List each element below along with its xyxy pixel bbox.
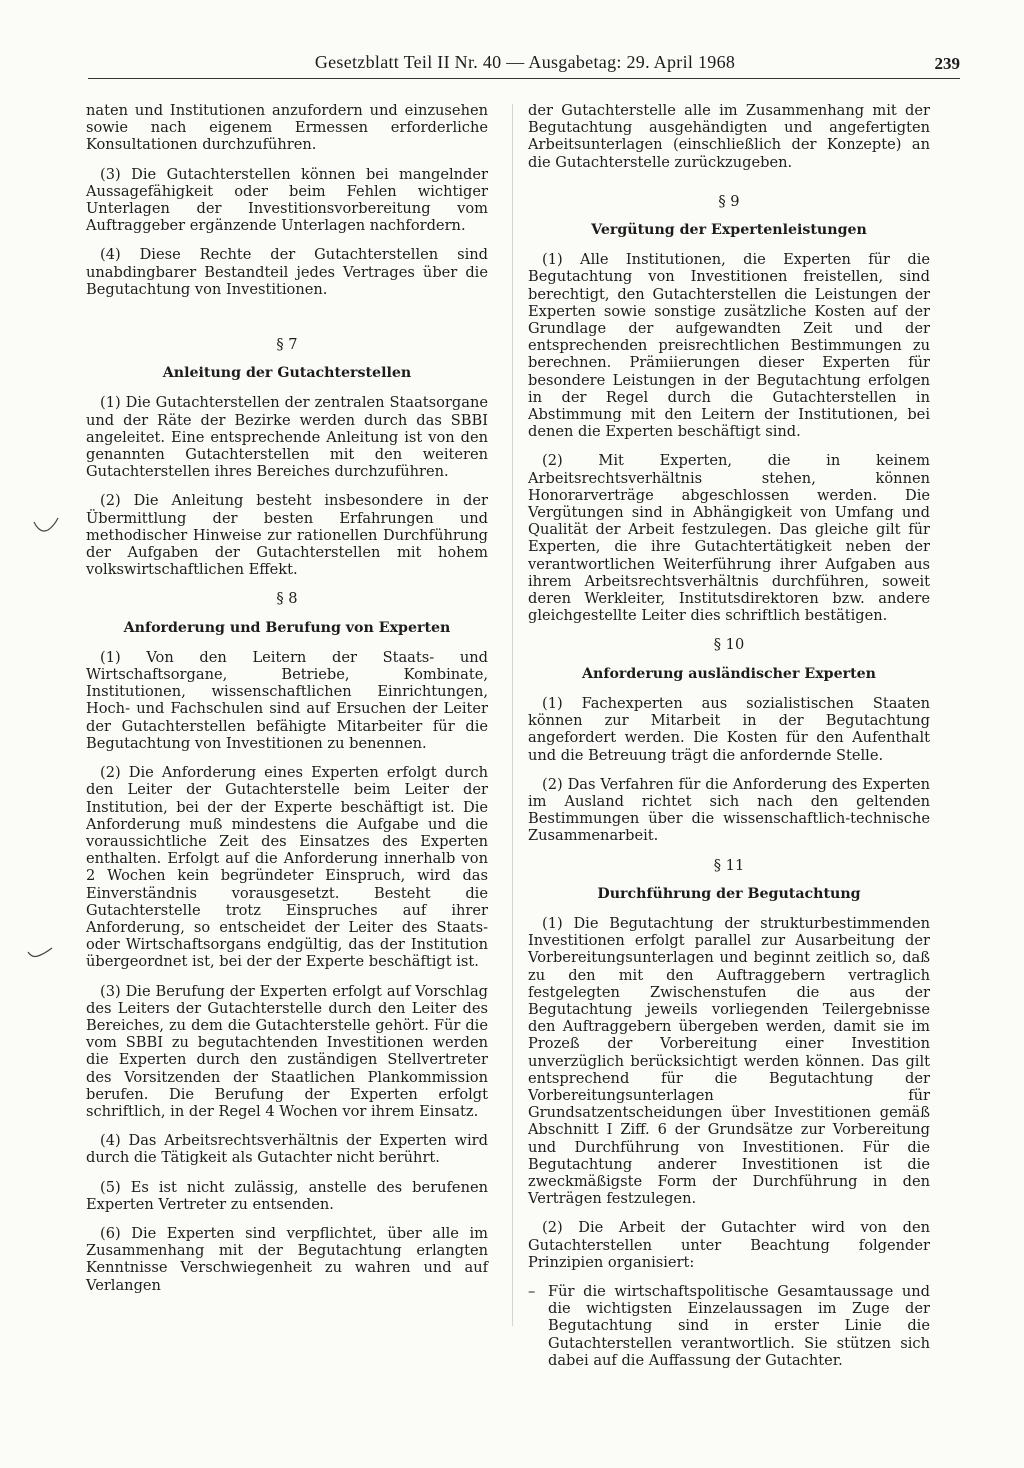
column-divider xyxy=(512,104,513,1326)
page-number: 239 xyxy=(934,54,960,73)
paragraph: (5) Es ist nicht zulässig, anstelle des berufenen Experten Vertreter zu entsenden. xyxy=(86,1178,488,1213)
paragraph: (1) Die Gutachterstellen der zentralen Staatsorgane und der Räte der Bezirke werden durch das SBBI angeleitet. Eine entsprechende Anleitung ist von den genannten Gutachterstellen mit den weiteren Gutachterstellen ihres Bereiches durchzuführen. xyxy=(86,394,488,481)
paragraph: (2) Die Anforderung eines Experten erfolgt durch den Leiter der Gutachterstelle beim Leiter der Institution, bei der der Experte beschäftigt ist. Die Anforderung muß mindestens die Aufgabe und die voraussichtliche Zeit des Einsatzes des Experten enthalten. Erfolgt auf die Anforderung innerhalb von 2 Wochen kein begründeter Einspruch, wird das Einverständnis vorausgesetzt. Besteht die Gutachterstelle trotz Einspruches auf ihrer Anforderung, so entscheidet der Leiter des Staats- oder Wirtschaftsorgans endgültig, das der Institution übergeordnet ist, bei der der Experte beschäftigt ist. xyxy=(86,764,488,971)
section-title: Durchführung der Begutachtung xyxy=(597,885,861,902)
margin-check-mark-icon xyxy=(32,516,60,536)
right-column xyxy=(528,102,930,1369)
list-item-text: Für die wirtschaftspolitische Gesamtaussage und die wichtigsten Einzelaussagen im Zuge der Begutachtung sind in erster Linie die Gutachterstellen verantwortlich. Sie stützen sich dabei auf die Auffassung der Gutachter. xyxy=(548,1282,930,1369)
list-item xyxy=(528,1283,930,1369)
page-header xyxy=(90,52,960,78)
paragraph: (1) Alle Institutionen, die Experten für die Begutachtung von Investitionen freistellen, sind berechtigt, den Gutachterstellen die Leistungen der Experten sowie sonstige zusätzliche Kosten auf der Grundlage der aufgewandten Zeit und der entsprechenden preisrechtlichen Bestimmungen zu berechnen. Prämiierungen dieser Experten für besondere Leistungen in der Begutachtung erfolgen in der Regel durch die Gutachterstellen in Abstimmung mit den Leitern der Institutionen, bei denen die Experten beschäftigt sind. xyxy=(528,251,930,441)
paragraph: (4) Diese Rechte der Gutachterstellen sind unabdingbarer Bestandteil jedes Vertrages über die Begutachtung von Investitionen. xyxy=(86,246,488,298)
section-number: § 7 xyxy=(276,336,298,354)
paragraph: (2) Die Arbeit der Gutachter wird von den Gutachterstellen unter Beachtung folgender Prinzipien organisiert: xyxy=(528,1219,930,1271)
section-title: Anforderung und Berufung von Experten xyxy=(123,619,451,636)
paragraph: (1) Fachexperten aus sozialistischen Staaten können zur Mitarbeit in der Begutachtung angefordert werden. Die Kosten für den Aufenthalt und die Betreuung trägt die anfordernde Stelle. xyxy=(528,694,930,764)
paragraph: (1) Von den Leitern der Staats- und Wirtschaftsorgane, Betriebe, Kombinate, Institutionen, wissenschaftlichen Einrichtungen, Hoch- und Fachschulen sind auf Ersuchen der Leiter der Gutachterstellen befähigte Mitarbeiter für die Begutachtung von Investitionen zu benennen. xyxy=(86,648,488,752)
header-title: Gesetzblatt Teil II Nr. 40 — Ausgabetag: 29. April 1968 xyxy=(314,52,736,72)
section-number: § 9 xyxy=(718,192,740,210)
paragraph: (1) Die Begutachtung der strukturbestimmenden Investitionen erfolgt parallel zur Ausarbeitung der Vorbereitungsunterlagen und beginnt zeitlich so, daß zu den mit den Auftraggebern vertraglich festgelegten Zwischenstufen die aus der Begutachtung jeweils vorliegenden Teilergebnisse den Auftraggebern übergeben werden, damit sie im Prozeß der Vorbereitung einer Investition unverzüglich berücksichtigt werden können. Das gilt entsprechend für die Begutachtung der Vorbereitungsunterlagen für Grundsatzentscheidungen über Investitionen gemäß Abschnitt I Ziff. 6 der Grundsätze zur Vorbereitung und Durchführung von Investitionen. Für die Begutachtung anderer Investitionen ist die zweckmäßigste Form der Durchführung in den Verträgen festzulegen. xyxy=(528,914,930,1208)
section-title: Anforderung ausländischer Experten xyxy=(582,665,876,682)
paragraph: (2) Das Verfahren für die Anforderung des Experten im Ausland richtet sich nach den geltenden Bestimmungen über die wissenschaftlich-technische Zusammenarbeit. xyxy=(528,775,930,845)
paragraph: der Gutachterstelle alle im Zusammenhang mit der Begutachtung ausgehändigten und angefertigten Arbeitsunterlagen (einschließlich der Konzepte) an die Gutachterstelle zurückzugeben. xyxy=(528,102,930,171)
section-title: Anleitung der Gutachterstellen xyxy=(162,365,412,382)
section-number: § 11 xyxy=(713,856,745,874)
paragraph: (2) Mit Experten, die in keinem Arbeitsrechtsverhältnis stehen, können Honorarverträge abgeschlossen werden. Die Vergütungen sind in Abhängigkeit von Umfang und Qualität der Arbeit festzulegen. Das gleiche gilt für Experten, die ihre Gutachtertätigkeit neben der verantwortlichen Weiterführung ihrer Aufgaben aus ihrem Arbeitsrechtsverhältnis durchführen, soweit deren Werkleiter, Institutsdirektoren bzw. andere gleichgestellte Leiter dies schriftlich bestätigen. xyxy=(528,452,930,625)
paragraph: (2) Die Anleitung besteht insbesondere in der Übermittlung der besten Erfahrungen und methodischer Hinweise zur rationellen Durchführung der Aufgaben der Gutachterstellen mit hohem volkswirtschaftlichen Effekt. xyxy=(86,492,488,579)
paragraph: (4) Das Arbeitsrechtsverhältnis der Experten wird durch die Tätigkeit als Gutachter nicht berührt. xyxy=(86,1132,488,1167)
section-number: § 10 xyxy=(713,636,745,654)
paragraph: (3) Die Berufung der Experten erfolgt auf Vorschlag des Leiters der Gutachterstelle durch den Leiter des Bereiches, zu dem die Gutachterstelle gehört. Für die vom SBBI zu begutachtenden Investitionen werden die Experten durch den zuständigen Stellvertreter des Vorsitzenden der Staatlichen Plankommission berufen. Die Berufung der Experten erfolgt schriftlich, in der Regel 4 Wochen vor ihrem Einsatz. xyxy=(86,982,488,1120)
dash-bullet: – xyxy=(528,1282,536,1300)
paragraph: naten und Institutionen anzufordern und einzusehen sowie nach eigenem Ermessen erforderliche Konsultationen durchzuführen. xyxy=(86,102,488,154)
paragraph: (6) Die Experten sind verpflichtet, über alle im Zusammenhang mit der Begutachtung erlangten Kenntnisse Verschwiegenheit zu wahren und auf Verlangen xyxy=(86,1224,488,1294)
left-column xyxy=(86,102,488,1306)
section-number: § 8 xyxy=(276,590,298,608)
paragraph: (3) Die Gutachterstellen können bei mangelnder Aussagefähigkeit oder beim Fehlen wichtiger Unterlagen der Investitionsvorbereitung vom Auftraggeber ergänzende Unterlagen nachfordern. xyxy=(86,165,488,235)
margin-check-mark-icon xyxy=(26,944,54,964)
section-title: Vergütung der Expertenleistungen xyxy=(591,222,867,239)
header-rule xyxy=(88,78,960,79)
